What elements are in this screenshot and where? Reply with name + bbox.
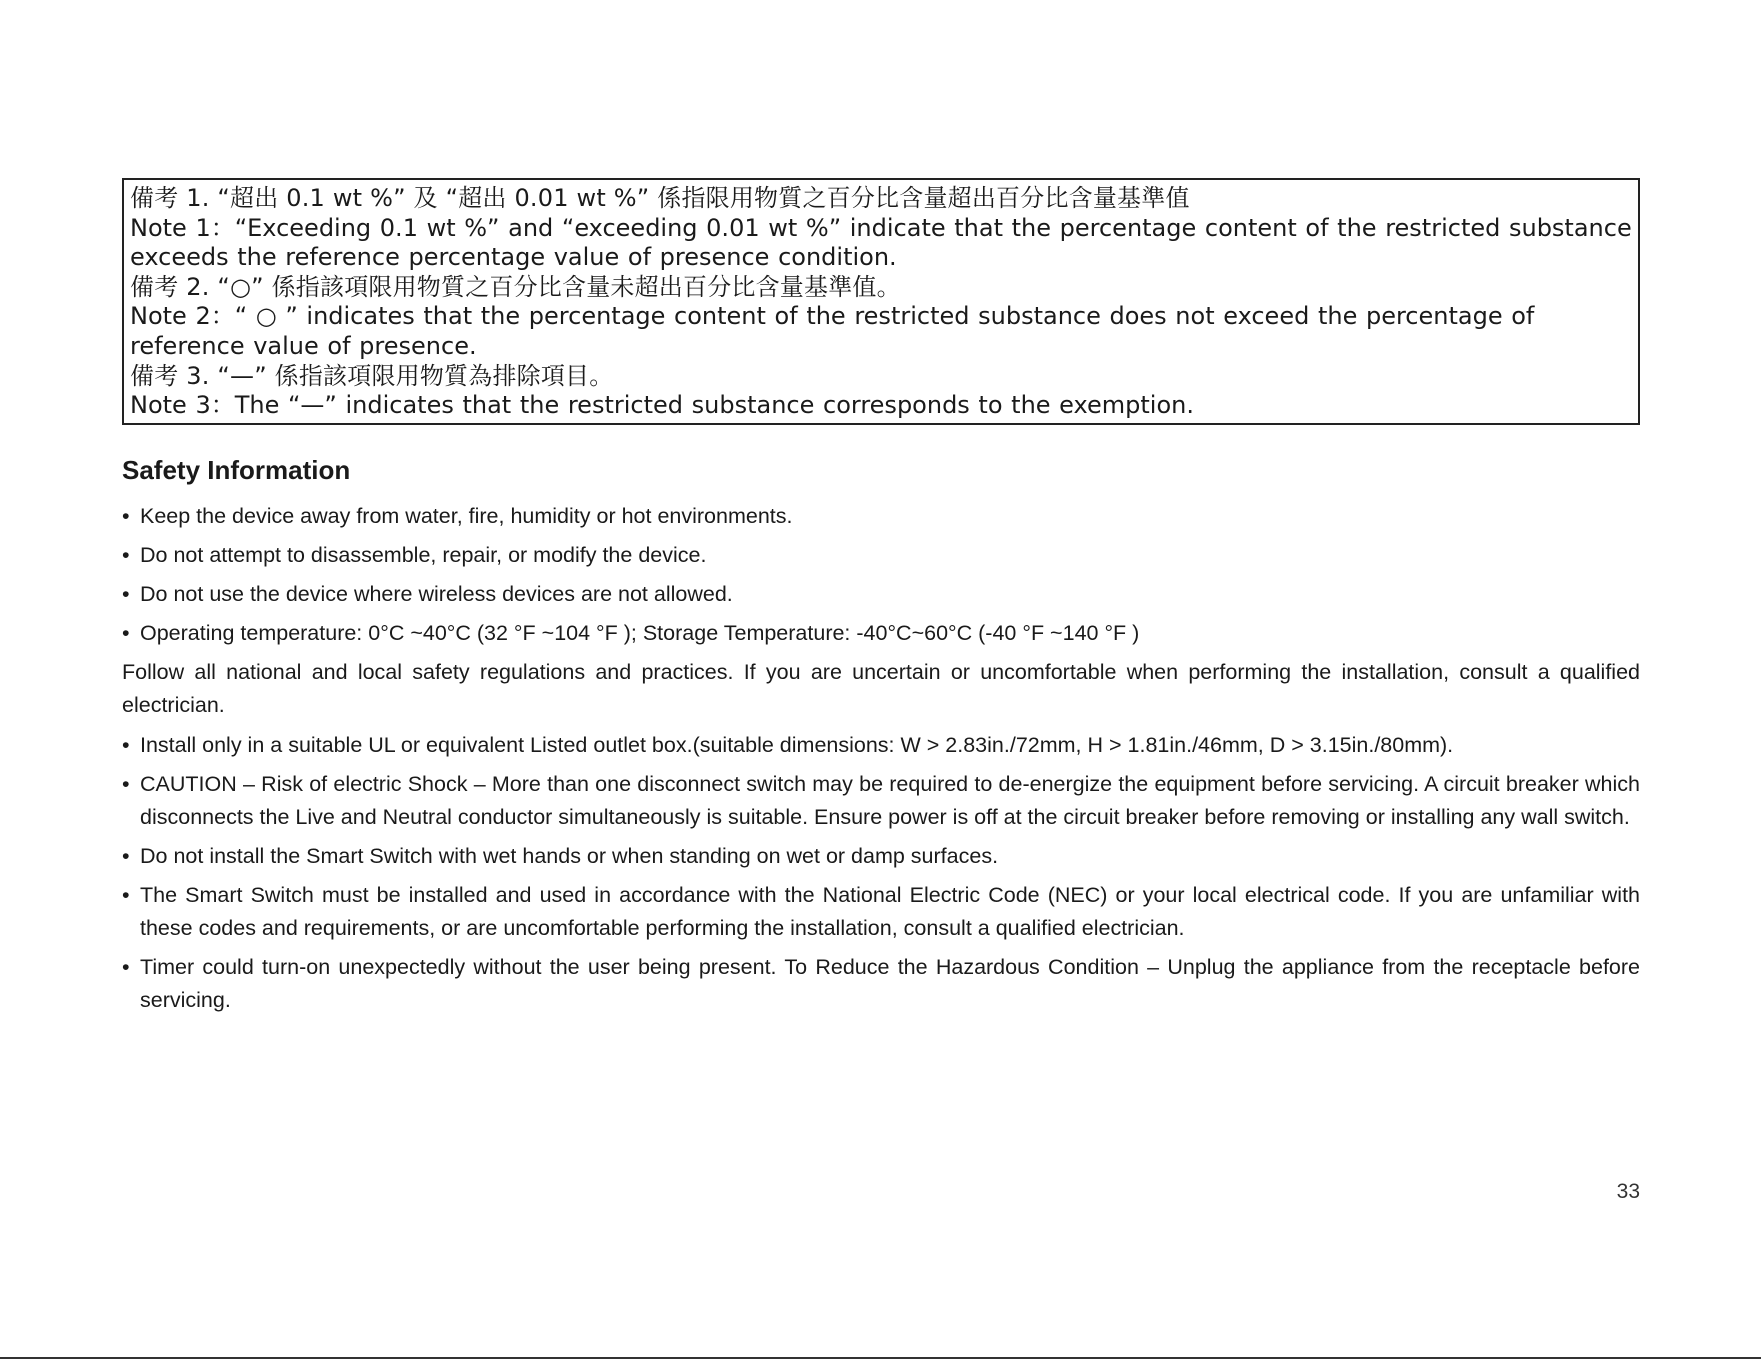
safety-bullets-top bbox=[122, 500, 1640, 650]
list-item: • Do not use the device where wireless devices are not allowed. bbox=[122, 578, 1640, 611]
list-item: • Operating temperature: 0°C ~40°C (32 °F ~104 °F ); Storage Temperature: -40°C~60°C (-40 °F ~140 °F ) bbox=[122, 617, 1640, 650]
list-item: • Do not install the Smart Switch with wet hands or when standing on wet or damp surfaces. bbox=[122, 840, 1640, 873]
safety-bullets-bottom bbox=[122, 729, 1640, 1017]
rohs-notes-box bbox=[122, 178, 1640, 425]
note-2-chinese: 備考 2. “○” 係指該項限用物質之百分比含量未超出百分比含量基準值。 bbox=[130, 272, 901, 301]
note-3-english: Note 3：The “—” indicates that the restricted substance corresponds to the exemption. bbox=[130, 391, 1194, 420]
safety-information-heading: Safety Information bbox=[122, 454, 351, 485]
safety-paragraph: Follow all national and local safety regulations and practices. If you are uncertain or uncomfortable when performing the installation, consult a qualified electrician. bbox=[122, 659, 1640, 717]
note-1-english: Note 1：“Exceeding 0.1 wt %” and “exceeding 0.01 wt %” indicate that the percentage content of the restricted substance exceeds the reference percentage value of presence condition. bbox=[130, 213, 1632, 272]
list-item: • Timer could turn-on unexpectedly without the user being present. To Reduce the Hazardous Condition – Unplug the appliance from the receptacle before servicing. bbox=[122, 951, 1640, 1017]
list-item: • Keep the device away from water, fire, humidity or hot environments. bbox=[122, 500, 1640, 533]
list-item: • Do not attempt to disassemble, repair, or modify the device. bbox=[122, 539, 1640, 572]
page-number: 33 bbox=[1616, 1180, 1640, 1203]
list-item: • Install only in a suitable UL or equivalent Listed outlet box.(suitable dimensions: W > 2.83in./72mm, H > 1.81in./46mm, D > 3.15in./80mm). bbox=[122, 729, 1640, 762]
note-3-chinese: 備考 3. “—” 係指該項限用物質為排除項目。 bbox=[130, 361, 614, 390]
bottom-divider bbox=[0, 1357, 1761, 1359]
note-1-chinese: 備考 1. “超出 0.1 wt %” 及 “超出 0.01 wt %” 係指限用物質之百分比含量超出百分比含量基準值 bbox=[130, 184, 1190, 212]
note-2-english: Note 2：“ ○ ” indicates that the percentage content of the restricted substance does not exceed the percentage of reference value of presence. bbox=[130, 302, 1535, 360]
list-item: • CAUTION – Risk of electric Shock – More than one disconnect switch may be required to de-energize the equipment before servicing. A circuit breaker which disconnects the Live and Neutral conductor simultaneously is suitable. Ensure power is off at the circuit breaker before removing or installing any wall switch. bbox=[122, 768, 1640, 834]
list-item: • The Smart Switch must be installed and used in accordance with the National Electric Code (NEC) or your local electrical code. If you are unfamiliar with these codes and requirements, or are uncomfortable performing the installation, consult a qualified electrician. bbox=[122, 879, 1640, 945]
document-page bbox=[122, 178, 1640, 1023]
